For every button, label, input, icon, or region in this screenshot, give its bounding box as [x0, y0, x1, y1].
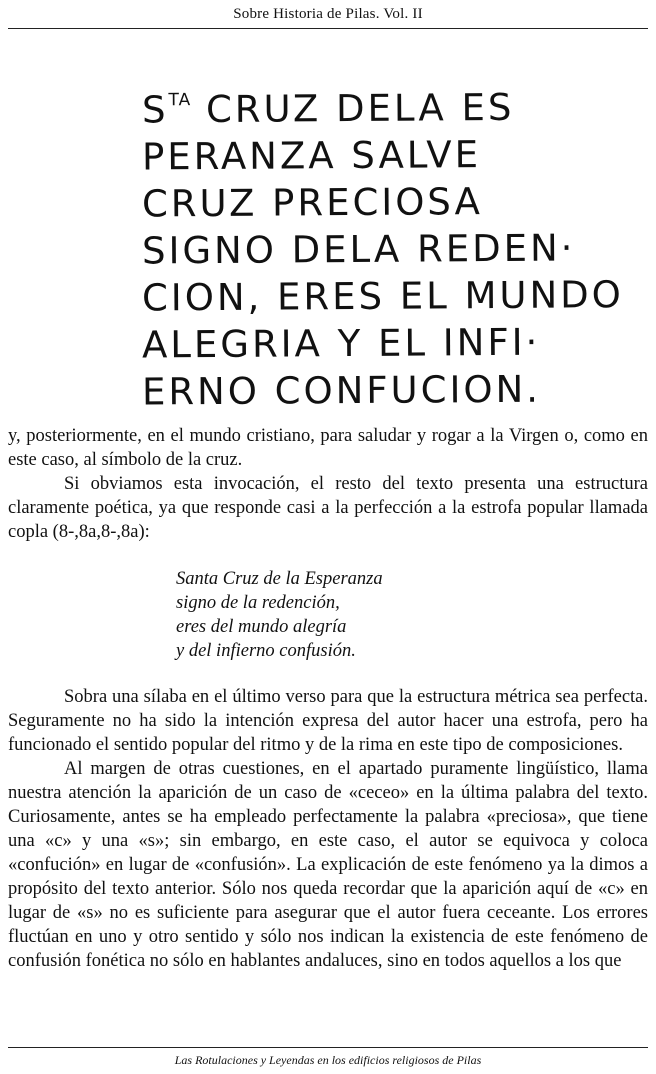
verse-line: eres del mundo alegría — [176, 617, 347, 637]
verse-quote — [176, 567, 383, 663]
verse-line: y del infierno confusión. — [176, 641, 356, 661]
inscription-line: CION, ERES EL MUNDO — [141, 273, 624, 320]
inscription-line: PERANZA SALVE — [141, 133, 482, 179]
verse-line: Santa Cruz de la Esperanza — [176, 569, 383, 589]
footer-rule — [8, 1047, 648, 1048]
paragraph: Sobra una sílaba en el último verso para que la estructura métrica sea perfecta. Seguramente no ha sido la intención expresa del autor hacer una estrofa, pero ha funcionado el sentido popular del ritmo y de la rima en este tipo de composiciones. — [8, 687, 648, 755]
paragraph: Si obviamos esta invocación, el resto del texto presenta una estructura claramente poética, ya que responde casi a la perfección a la estrofa popular llamada copla (8-,8a,8-,8a): — [8, 474, 648, 542]
paragraph: y, posteriormente, en el mundo cristiano, para saludar y rogar a la Virgen o, como en este caso, al símbolo de la cruz. — [8, 426, 648, 470]
paragraph: Al margen de otras cuestiones, en el apartado puramente lingüístico, llama nuestra atención la aparición de un caso de «ceceo» en la última palabra del texto. Curiosamente, antes se ha empleado perfectamente la palabra «preciosa», que tiene una «c» y una «s»; sin embargo, en este caso, el autor se equivoca y coloca «confución» en lugar de «confusión». La explicación de este fenómeno ya la dimos a propósito del texto anterior. Sólo nos queda recordar que la aparición aquí de «c» en lugar de «s» no es suficiente para asegurar que el autor fuera ceceante. Los errores fluctúan en uno y otro sentido y sólo nos indican la existencia de este fenómeno de confusión fonética no sólo en hablantes andaluces, sino en todos aquellos a los que — [8, 759, 648, 971]
verse-line: signo de la redención, — [176, 593, 340, 613]
body-text-lower — [8, 685, 648, 973]
running-footer: Las Rotulaciones y Leyendas en los edificios religiosos de Pilas — [174, 1053, 482, 1067]
body-text-upper — [8, 424, 648, 544]
inscription-line-rest: CRUZ DELA ES — [191, 85, 515, 132]
inscription-line: ALEGRIA Y EL INFI· — [141, 320, 541, 367]
header-rule — [8, 28, 648, 29]
inscription-line — [142, 75, 562, 134]
inscription-line: CRUZ PRECIOSA — [141, 180, 483, 226]
inscription-line: SIGNO DELA REDEN· — [141, 226, 576, 273]
inscription-line: ERNO CONFUCION. — [141, 367, 542, 414]
running-header: Sobre Historia de Pilas. Vol. II — [233, 6, 423, 22]
inscription-prefix: S — [141, 88, 169, 132]
handwritten-inscription — [141, 76, 624, 414]
inscription-superscript: TA — [168, 90, 192, 111]
